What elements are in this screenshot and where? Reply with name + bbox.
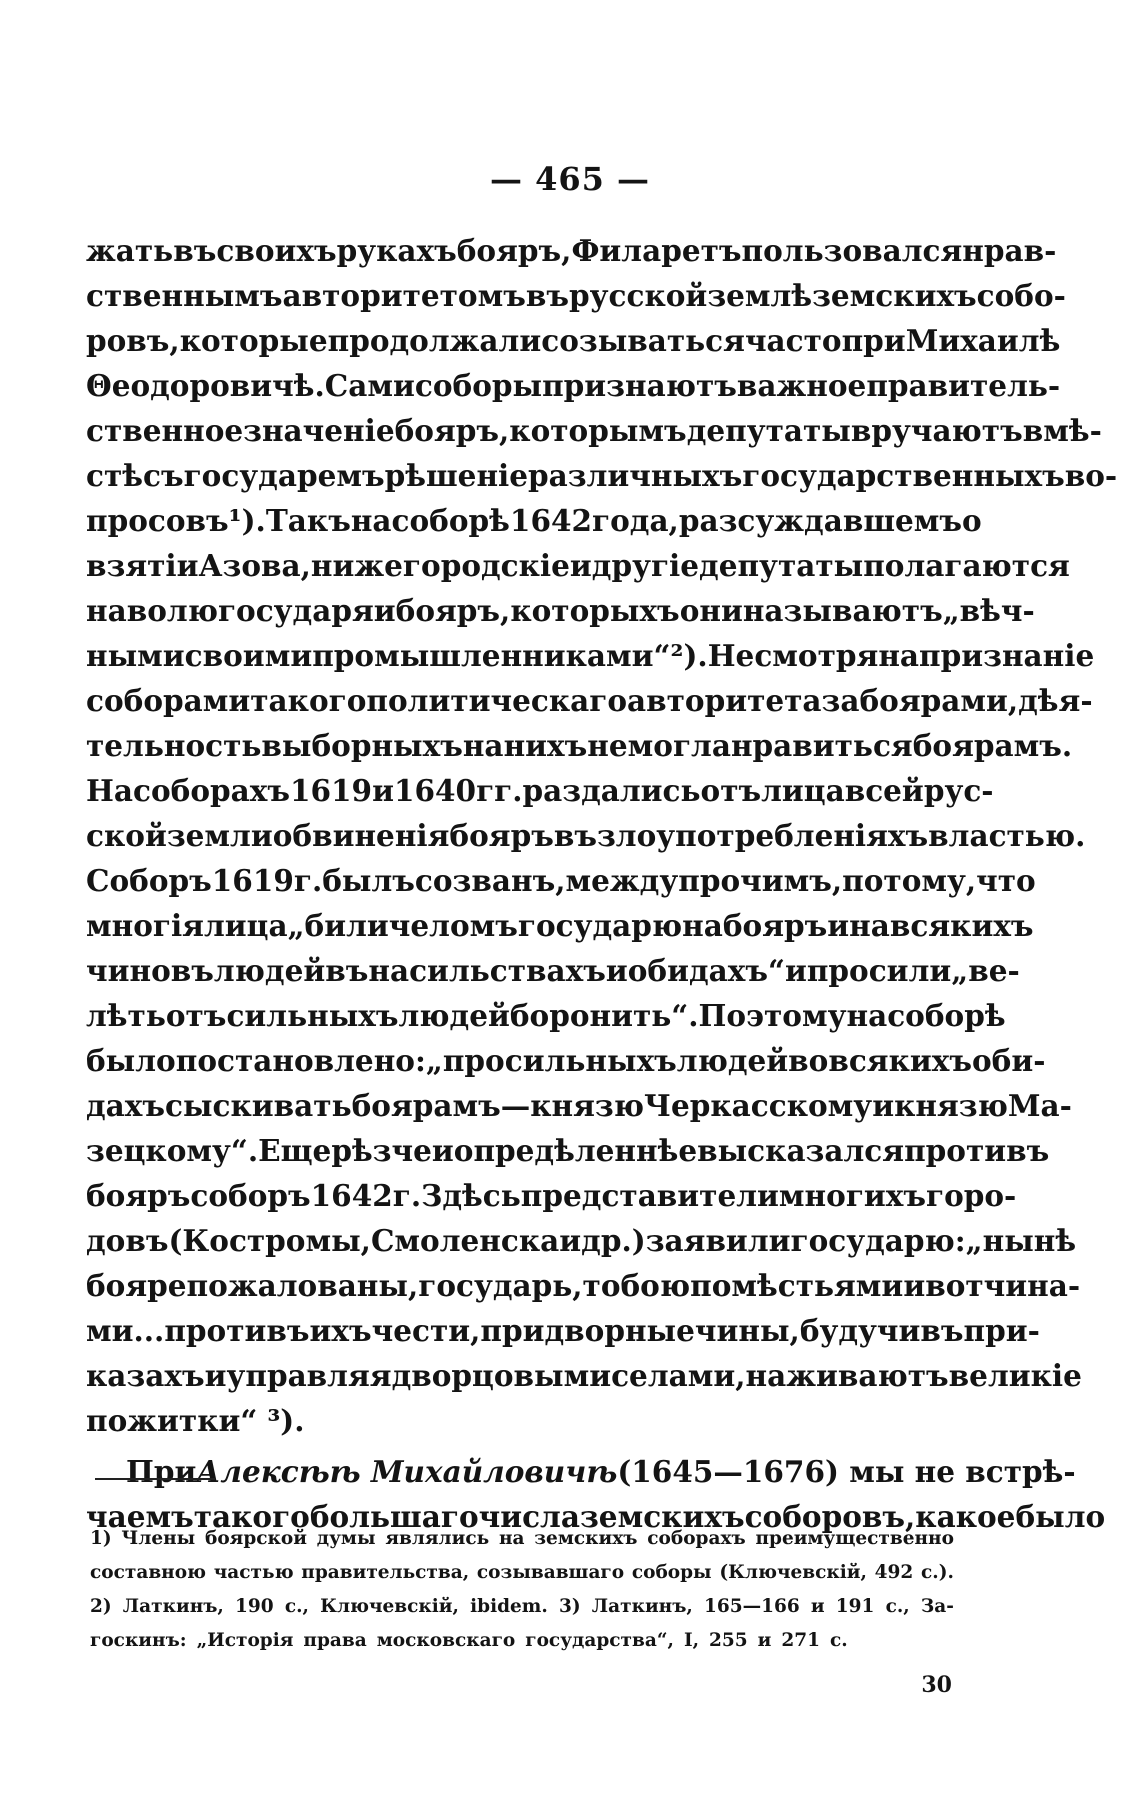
text-line: ственное значеніе бояръ, которымъ депутаты вручаютъ вмѣ- [86,413,1102,448]
text-line [86,1449,1076,1494]
sheet-signature-number: 30 [921,1672,952,1698]
text-line: дахъ сыскивать боярамъ—князю Черкасскому и князю Ма- [86,1088,1072,1123]
text-line: ми... противъ ихъ чести, придворные чины, будучи въ при- [86,1313,1040,1348]
text-line: довъ (Костромы, Смоленска и др.) заявили государю: „нынѣ [86,1223,1077,1258]
text-line: Θеодоровичѣ. Сами соборы признаютъ важное правитель- [86,368,1061,403]
text-line: чиновъ людей въ насильствахъ и обидахъ“ и просили „ве- [86,953,1020,988]
footnote-separator [95,1478,215,1480]
page-number-header: — 465 — [489,160,651,198]
footnotes [90,1522,954,1658]
text-line: соборами такого политическаго авторитета за боярами, дѣя- [86,683,1093,718]
paragraph-1 [86,228,1118,1443]
main-text [86,228,1118,1539]
text-line: ровъ, которые продолжали созываться часто при Михаилѣ [86,323,1061,358]
footnote-line: составною частью правительства, созывавшаго соборы (Ключевскій, 492 с.). [90,1562,954,1583]
para2-prefix: При [126,1454,197,1489]
text-line: ской земли обвиненія бояръ въ злоупотребленіяхъ властью. [86,818,1086,853]
text-line: На соборахъ 1619 и 1640 гг. раздались отъ лица всей рус- [86,773,994,808]
text-line: Соборъ 1619 г. былъ созванъ, между прочимъ, потому, что [86,863,1036,898]
text-line: многія лица „били челомъ государю на бояръ и на всякихъ [86,908,1034,943]
footnote-line: 2) Латкинъ, 190 с., Ключевскій, ibidem. 3) Латкинъ, 165—166 и 191 с., За- [90,1596,954,1617]
text-line: было постановлено: „про сильныхъ людей во всякихъ оби- [86,1043,1046,1078]
text-line: бояре пожалованы, государь, тобою помѣстьями и вотчина- [86,1268,1081,1303]
footnote-line: госкинъ: „Исторія права московскаго государства“, I, 255 и 271 с. [90,1630,848,1651]
text-line: ными своими промышленниками“ ²). Не смотря на признаніе [86,638,1095,673]
text-line: чаемъ такого большаго числа земскихъ соборовъ, какое было [86,1499,1106,1534]
text-line: взятіи Азова, нижегородскіе и другіе депутаты полагаются [86,548,1070,583]
text-line: стѣ съ государемъ рѣшеніе различныхъ государственныхъ во- [86,458,1118,493]
text-line: казахъ и управляя дворцовыми селами, наживаютъ великіе [86,1358,1082,1393]
text-line: бояръ соборъ 1642 г. Здѣсь представители многихъ горо- [86,1178,1017,1213]
text-line: жать въ своихъ рукахъ бояръ, Филаретъ пользовался нрав- [86,233,1057,268]
footnote-line: 1) Члены боярской думы являлись на земскихъ соборахъ преимущественно [90,1528,954,1549]
text-line: лѣть отъ сильныхъ людей боронить“. Поэтому на соборѣ [86,998,1006,1033]
text-line: ственнымъ авторитетомъ въ русской землѣ земскихъ собо- [86,278,1066,313]
text-line: на волю государя и бояръ, которыхъ они называютъ „вѣч- [86,593,1035,628]
para2-line1-rest: (1645—1676) мы не встрѣ- [617,1454,1076,1489]
text-line: зецкому“. Еще рѣзче и опредѣленнѣе высказался противъ [86,1133,1050,1168]
para2-italic-name: Алексѣѣ Михайловичѣ [196,1454,618,1489]
text-line: пожитки“ ³). [86,1403,305,1438]
text-line: просовъ ¹). Такъ на соборѣ 1642 года, разсуждавшемъ о [86,503,982,538]
text-line: тельность выборныхъ на нихъ не могла нравиться боярамъ. [86,728,1073,763]
